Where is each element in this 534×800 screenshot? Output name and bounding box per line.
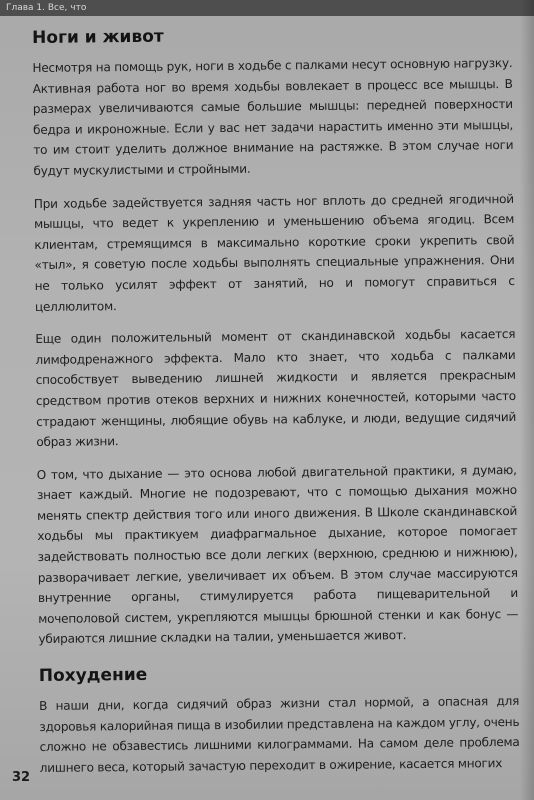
section-heading-weight-loss: Похудение <box>38 664 148 686</box>
paragraph: При ходьбе задействуется задняя часть ног вплоть до средней ягодичной мышцы, что ведет к укреплению и уменьшению объема ягодиц. Всем клиентам, стремящимся в максимально короткие сроки укрепить свой «тыл», я советую после ходьбы выполнять специальные упражнения. Они не только усилят эффект от занятий, но и помогут справиться с целлюлитом. <box>33 191 515 314</box>
page-content <box>32 21 520 790</box>
paragraph: Еще один положительный момент от скандинавской ходьбы касается лимфодренажного эффекта. Мало кто знает, что ходьба с палками способствует выведению лишней жидкости и является прекрасным средством против отеков верхних и нижних конечностей, которыми часто страдают женщины, любящие обувь на каблуке, и люди, ведущие сидячий образ жизни. <box>35 327 517 450</box>
running-header: Глава 1. Все, что <box>0 0 534 16</box>
paragraph: В наши дни, когда сидячий образ жизни стал нормой, а опасная для здоровья калорийная пища в изобилии представлена на каждом углу, очень сложно не обзавестись лишними килограммами. На самом деле проблема лишнего веса, который зачастую переходит в ожирение, касается многих <box>39 693 520 775</box>
section-heading-legs-belly: Ноги и живот <box>32 26 164 48</box>
page-edge-shadow <box>520 0 534 800</box>
paragraph: Несмотря на помощь рук, ноги в ходьбе с палками несут основную нагрузку. Активная работа ног во время ходьбы вовлекает в процесс все мышцы. В размерах увеличиваются самые большие мышцы: передней поверхности бедра и икроножные. Если у вас нет задачи нарастить именно эти мышцы, то им стоит уделить должное внимание на растяжке. В этом случае ноги будут мускулистыми и стройными. <box>32 55 514 178</box>
page-number: 32 <box>12 770 31 785</box>
paragraph: О том, что дыхание — это основа любой двигательной практики, я думаю, знает каждый. Многие не подозревают, что с помощью дыхания можно менять спектр действия того или иного движения. В Школе скандинавской ходьбы мы практикуем диафрагмальное дыхание, которое помогает задействовать полностью все доли легких (верхнюю, среднюю и нижнюю), разворачивает легкие, увеличивает их объем. В этом случае массируются внутренние органы, стимулируется работа пищеварительной и мочеполовой систем, укрепляются мышцы брюшной стенки и как бонус — убираются лишние складки на талии, уменьшается живот. <box>36 462 519 647</box>
